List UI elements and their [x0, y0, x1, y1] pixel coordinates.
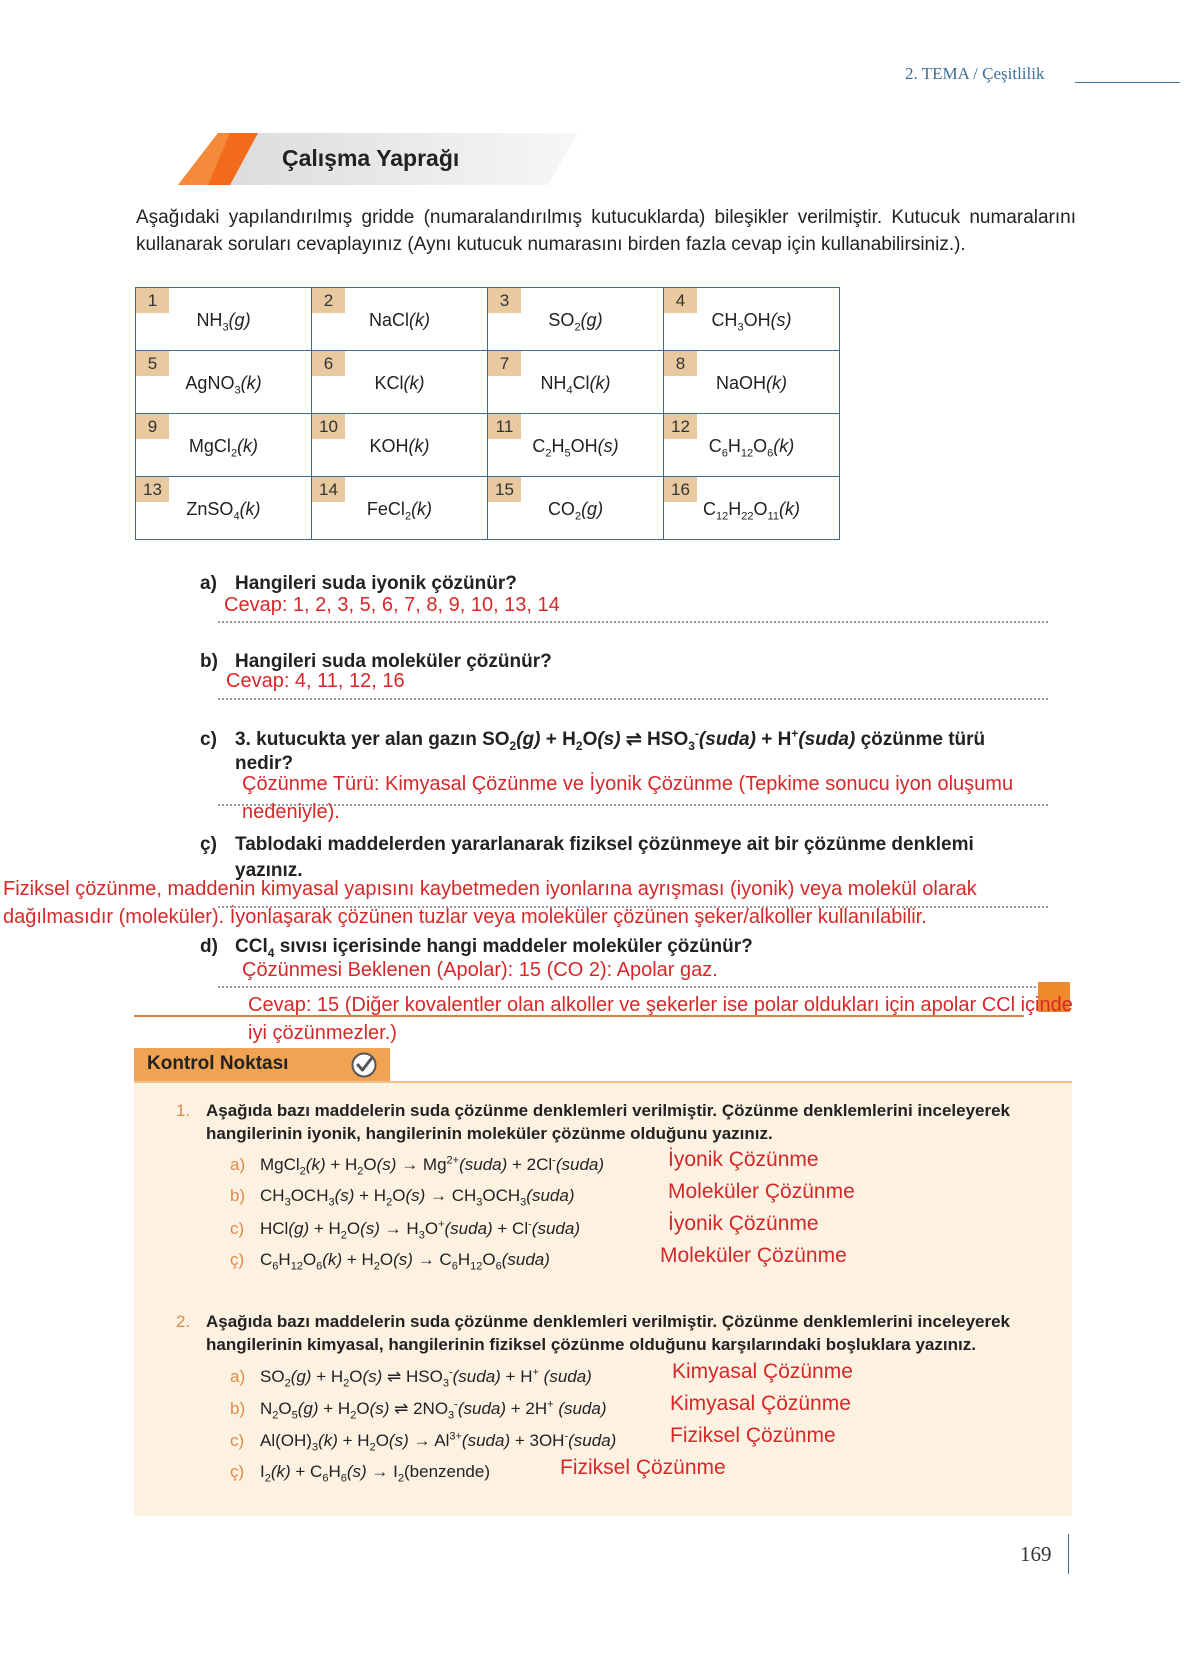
equation: $HCl(g) + H_2O(s)$ → $H_3O^+(suda)$ + Cl-(suda) — [260, 1218, 580, 1242]
grid-cell — [312, 414, 488, 477]
kontrol-q2-continued: hangilerinin kimyasal, hangilerinin fiziksel çözünme olduğunu karşılarındaki boşluklara yazınız. — [206, 1335, 976, 1354]
item-letter: a) — [230, 1366, 246, 1386]
equation-item — [230, 1366, 592, 1389]
equation: MgCl$_2$(k) + $H_2O(s)$ → $Mg^{2+}(suda)$ + 2Cl-(suda) — [260, 1154, 605, 1178]
item-answer: İyonik Çözünme — [668, 1212, 819, 1235]
cell-formula: ZnSO$_4$(k) — [186, 499, 261, 523]
question-cc — [200, 834, 974, 856]
cell-number: 6 — [312, 351, 345, 376]
question-letter: d) — [200, 936, 218, 957]
cell-formula: NaOH(k) — [715, 373, 787, 393]
item-answer: Moleküler Çözünme — [660, 1244, 847, 1267]
item-letter: c) — [230, 1430, 245, 1450]
cell-formula: AgNO$_3$(k) — [185, 373, 262, 397]
cell-formula: FeCl$_2$(k) — [366, 499, 433, 523]
equation-item — [230, 1250, 550, 1272]
cell-number: 8 — [664, 351, 697, 376]
answer-d-line3: iyi çözünmezler.) — [248, 1022, 397, 1044]
question-text: Tablodaki maddelerden yararlanarak fiziksel çözünmeye ait bir çözünme denklemi — [235, 834, 974, 855]
cell-number: 4 — [664, 288, 697, 313]
grid-cell — [488, 414, 664, 477]
answer-line — [218, 986, 1048, 988]
cell-formula: $C_6H_{12}O_6(k)$ — [708, 436, 795, 460]
item-letter: b) — [230, 1186, 246, 1205]
cell-number: 11 — [488, 414, 521, 439]
question-letter: a) — [200, 573, 217, 594]
item-answer: Kimyasal Çözünme — [672, 1360, 853, 1383]
page-number: 169 — [1020, 1542, 1052, 1566]
question-text: Aşağıda bazı maddelerin suda çözünme denklemleri verilmiştir. Çözünme denklemlerini inceleyerek — [206, 1101, 1011, 1120]
cell-number: 7 — [488, 351, 521, 376]
answer-cc-line2: dağılmasıdır (moleküler). İyonlaşarak çözünen tuzlar veya moleküler çözünen şeker/alkoller kullanılabilir. — [3, 906, 927, 928]
equation-item — [230, 1430, 616, 1453]
item-letter: c) — [230, 1218, 245, 1238]
question-text: 3. kutucukta yer alan gazın $SO_2(g) + H_2O(s)$ ⇌ $HSO_3^-(suda)$ + H+(suda) çözünme türü — [235, 727, 986, 754]
kontrol-q1-continued: hangilerinin iyonik, hangilerinin moleküler çözünme olduğunu yazınız. — [206, 1124, 773, 1143]
cell-number: 2 — [312, 288, 345, 313]
chapter-title: 2. TEMA / Çeşitlilik — [905, 64, 1045, 83]
cell-formula: NaCl(k) — [368, 310, 430, 330]
question-cc-continued: yazınız. — [235, 860, 303, 881]
question-c — [200, 727, 985, 753]
cell-formula: $C_{12}H_{22}O_{11}(k)$ — [703, 499, 800, 523]
question-number: 1. — [176, 1101, 191, 1120]
cell-formula: $NH_4Cl(k)$ — [540, 373, 611, 397]
equation: $CH_3OCH_3(s) + H_2O(s)$ → $CH_3OCH_3(suda)$ — [260, 1186, 575, 1209]
cell-number: 15 — [488, 477, 521, 502]
cell-formula: KCl(k) — [374, 373, 425, 393]
question-text: Hangileri suda iyonik çözünür? — [235, 573, 517, 594]
kontrol-q1 — [176, 1099, 1010, 1122]
answer-line — [218, 698, 1048, 700]
cell-formula: $SO_2(g)$ — [548, 310, 603, 334]
answer-b: Cevap: 4, 11, 12, 16 — [226, 670, 405, 692]
grid-cell — [664, 351, 840, 414]
item-answer: Fiziksel Çözünme — [560, 1456, 726, 1479]
grid-cell — [136, 351, 312, 414]
answer-a: Cevap: 1, 2, 3, 5, 6, 7, 8, 9, 10, 13, 14 — [224, 594, 560, 616]
equation: $I_2(k) + C_6H_6(s)$ → $I_2(benzende)$ — [260, 1462, 491, 1485]
cell-number: 16 — [664, 477, 697, 502]
kontrol-q2 — [176, 1310, 1010, 1333]
cell-number: 3 — [488, 288, 521, 313]
cell-formula: $C_2H_5OH(s)$ — [532, 436, 619, 460]
item-answer: Kimyasal Çözünme — [670, 1392, 851, 1415]
equation: $Al(OH)_3(k) + H_2O(s)$ → $Al^{3+}(suda)$ + 3OH-(suda) — [260, 1430, 617, 1454]
item-letter: b) — [230, 1398, 246, 1418]
question-c-continued: nedir? — [235, 753, 294, 774]
cell-formula: $CO_2(g)$ — [547, 499, 604, 523]
question-d — [200, 936, 753, 960]
equation-item — [230, 1186, 574, 1208]
grid-cell — [312, 477, 488, 540]
cell-formula: KOH(k) — [369, 436, 430, 456]
answer-d-line1: Çözünmesi Beklenen (Apolar): 15 (CO 2): Apolar gaz. — [242, 959, 718, 981]
cell-number: 14 — [312, 477, 345, 502]
grid-cell — [664, 414, 840, 477]
equation-item — [230, 1462, 490, 1484]
intro-text: Aşağıdaki yapılandırılmış gridde (numaralandırılmış kutucuklarda) bileşikler verilmiştir. Kutucuk numaralarını kullanarak soruları cevaplayınız (Aynı kutucuk numarasını birden fazla cevap için kullanabilirsiniz.). — [136, 207, 1076, 255]
question-letter: b) — [200, 651, 218, 672]
grid-cell — [488, 288, 664, 351]
cell-number: 13 — [136, 477, 169, 502]
equation: $C_6H_{12}O_6(k) + H_2O(s)$ → $C_6H_{12}O_6(suda)$ — [260, 1250, 550, 1273]
check-icon — [350, 1051, 378, 1079]
grid-cell — [136, 288, 312, 351]
grid-cell — [312, 288, 488, 351]
item-letter: a) — [230, 1154, 246, 1174]
item-letter: ç) — [230, 1250, 245, 1269]
header-rule — [1075, 82, 1180, 83]
cell-number: 5 — [136, 351, 169, 376]
item-answer: Fiziksel Çözünme — [670, 1424, 836, 1447]
item-answer: Moleküler Çözünme — [668, 1180, 855, 1203]
worksheet-title: Çalışma Yaprağı — [282, 145, 460, 171]
equation: $SO_2(g) + H_2O(s)$ ⇌ $HSO_3^-(suda) + H^+$ (suda) — [260, 1366, 592, 1390]
grid-cell — [664, 477, 840, 540]
answer-c-line1: Çözünme Türü: Kimyasal Çözünme ve İyonik Çözünme (Tepkime sonucu iyon oluşumu — [242, 773, 1014, 795]
question-text: Aşağıda bazı maddelerin suda çözünme denklemleri verilmiştir. Çözünme denklemlerini inceleyerek — [206, 1312, 1011, 1331]
equation-item — [230, 1218, 580, 1241]
item-answer: İyonik Çözünme — [668, 1148, 819, 1171]
question-letter: ç) — [200, 834, 217, 855]
answer-line — [218, 804, 1048, 806]
question-a — [200, 573, 517, 595]
answer-line — [218, 621, 1048, 623]
equation-item — [230, 1398, 607, 1421]
answer-d-line2: Cevap: 15 (Diğer kovalentler olan alkoller ve şekerler ise polar oldukları için apolar CCl içinde — [248, 994, 1073, 1016]
question-letter: c) — [200, 729, 217, 751]
grid-cell — [488, 477, 664, 540]
question-number: 2. — [176, 1312, 191, 1331]
cell-formula: $NH_3(g)$ — [196, 310, 251, 334]
page-number-rule — [1068, 1534, 1069, 1574]
cell-formula: MgCl$_2$(k) — [188, 436, 259, 460]
cell-number: 9 — [136, 414, 169, 439]
answer-cc-line1: Fiziksel çözünme, maddenin kimyasal yapısını kaybetmeden iyonlarına ayrışması (iyonik) veya molekül olarak — [3, 878, 977, 900]
question-text: CCl$_4$ sıvısı içerisinde hangi maddeler moleküler çözünür? — [235, 936, 753, 960]
grid-cell — [664, 288, 840, 351]
grid-cell — [136, 414, 312, 477]
item-letter: ç) — [230, 1462, 245, 1481]
grid-cell — [136, 477, 312, 540]
cell-number: 10 — [312, 414, 345, 439]
equation-item — [230, 1154, 604, 1177]
grid-cell — [312, 351, 488, 414]
kontrol-title: Kontrol Noktası — [147, 1053, 289, 1074]
compound-grid — [135, 287, 840, 540]
grid-cell — [488, 351, 664, 414]
cell-formula: $CH_3OH(s)$ — [711, 310, 792, 334]
equation: $N_2O_5(g) + H_2O(s)$ ⇌ $2NO_3^-(suda) + 2H^+$ (suda) — [260, 1398, 607, 1422]
cell-number: 12 — [664, 414, 697, 439]
answer-c-line2: nedeniyle). — [242, 801, 340, 823]
cell-number: 1 — [136, 288, 169, 313]
question-text: Hangileri suda moleküler çözünür? — [235, 651, 552, 672]
